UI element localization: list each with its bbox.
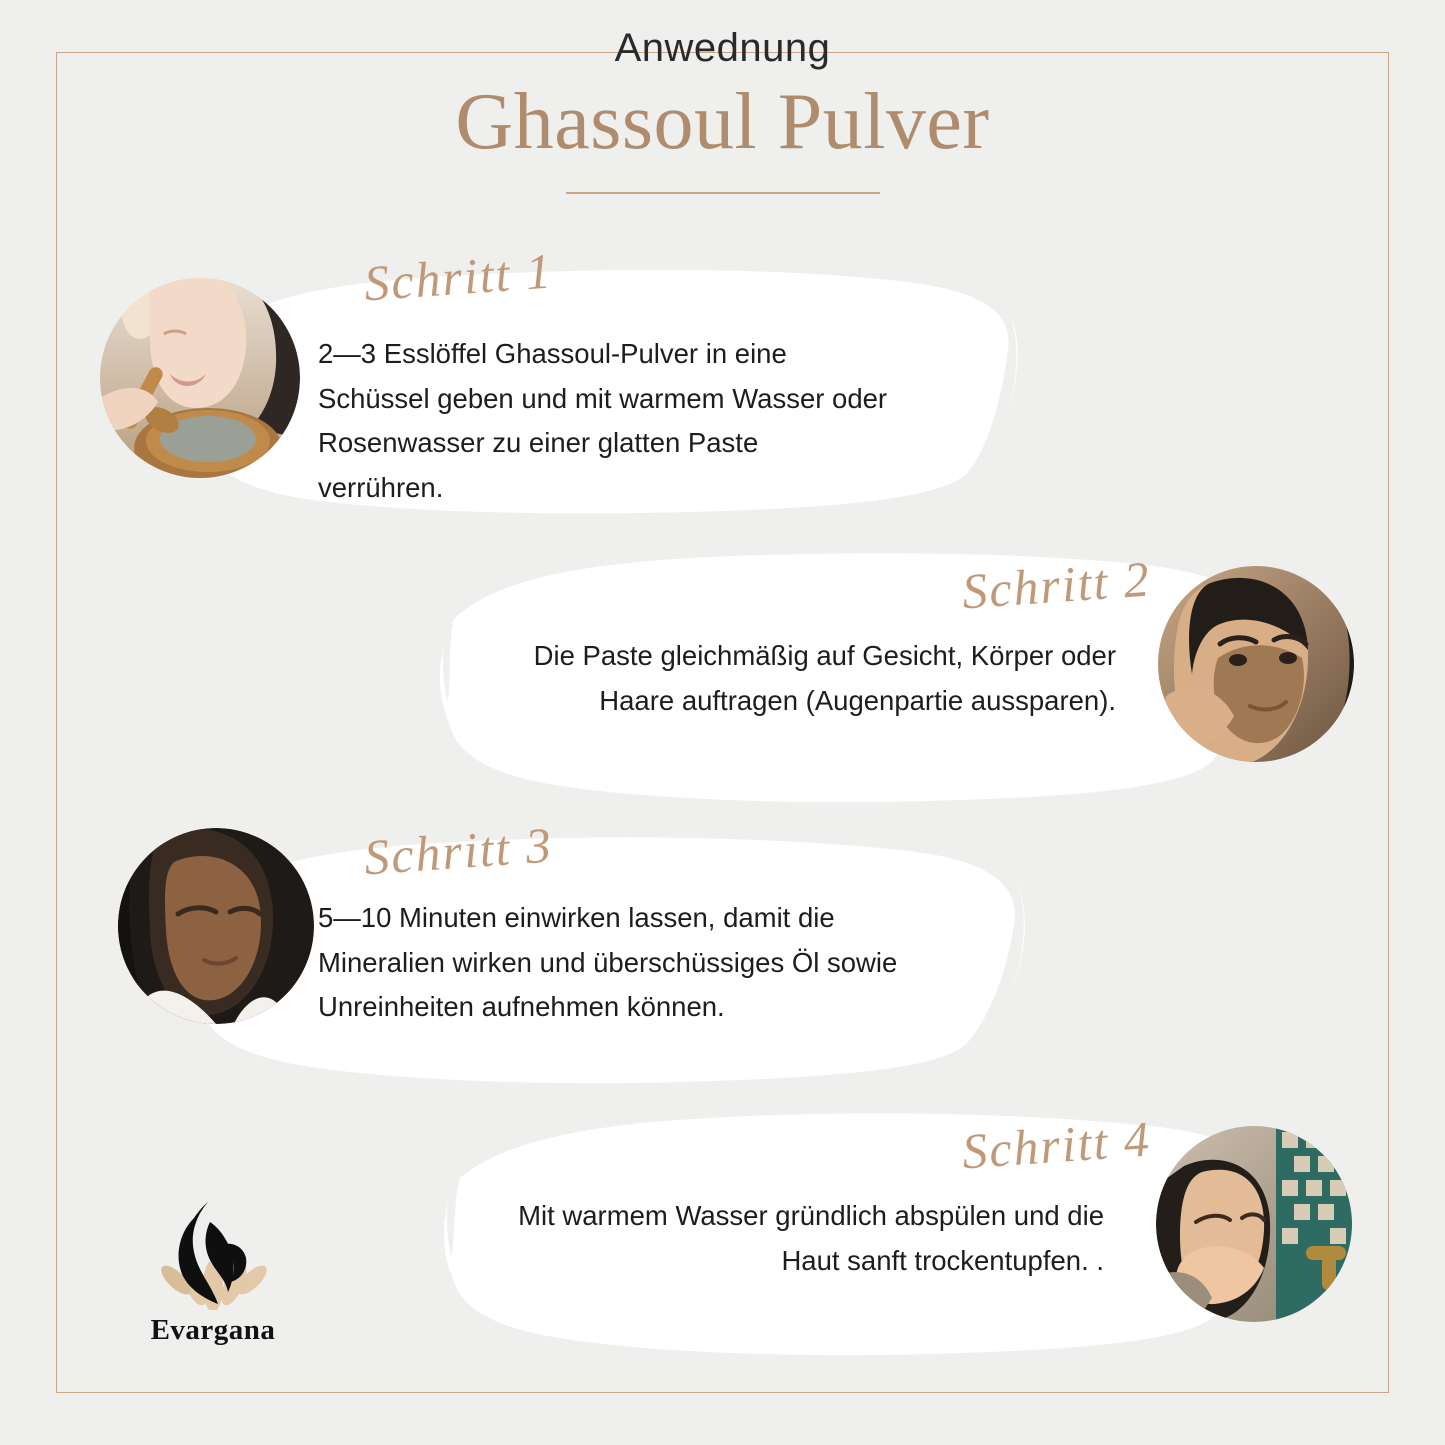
step-4-photo	[1156, 1126, 1352, 1322]
page-title: Ghassoul Pulver	[455, 78, 990, 166]
step-3-label: Schritt 3	[362, 816, 555, 886]
step-4-label: Schritt 4	[960, 1110, 1153, 1180]
woman-applying-clay-mask-icon	[1158, 566, 1354, 762]
header-kicker: Anwednung	[614, 26, 831, 70]
page-header	[0, 26, 1445, 194]
step-1-label: Schritt 1	[362, 242, 555, 312]
title-divider	[566, 192, 880, 194]
step-2-text: Die Paste gleichmäßig auf Gesicht, Körper oder Haare auftragen (Augenpartie aussparen).	[533, 640, 1116, 716]
brand-logo	[118, 1200, 308, 1347]
woman-mixing-clay-in-bowl-icon	[100, 278, 300, 478]
woman-rinsing-face-icon	[1156, 1126, 1352, 1322]
step-2-label: Schritt 2	[960, 550, 1153, 620]
step-1-text: 2—3 Esslöffel Ghassoul-Pulver in eine Schüssel geben und mit warmem Wasser oder Rosenwasser zu einer glatten Paste verrühren.	[318, 338, 888, 503]
woman-relaxing-with-mask-icon	[118, 828, 314, 1024]
step-3-photo	[118, 828, 314, 1024]
step-3-text: 5—10 Minuten einwirken lassen, damit die Mineralien wirken und überschüssiges Öl sowie Unreinheiten aufnehmen können.	[318, 902, 898, 1023]
step-1-photo	[100, 278, 300, 478]
step-4-text: Mit warmem Wasser gründlich abspülen und die Haut sanft trockentupfen. .	[518, 1200, 1104, 1276]
lotus-woman-silhouette-icon	[138, 1200, 288, 1310]
brand-name: Evargana	[150, 1314, 276, 1346]
step-2-photo	[1158, 566, 1354, 762]
